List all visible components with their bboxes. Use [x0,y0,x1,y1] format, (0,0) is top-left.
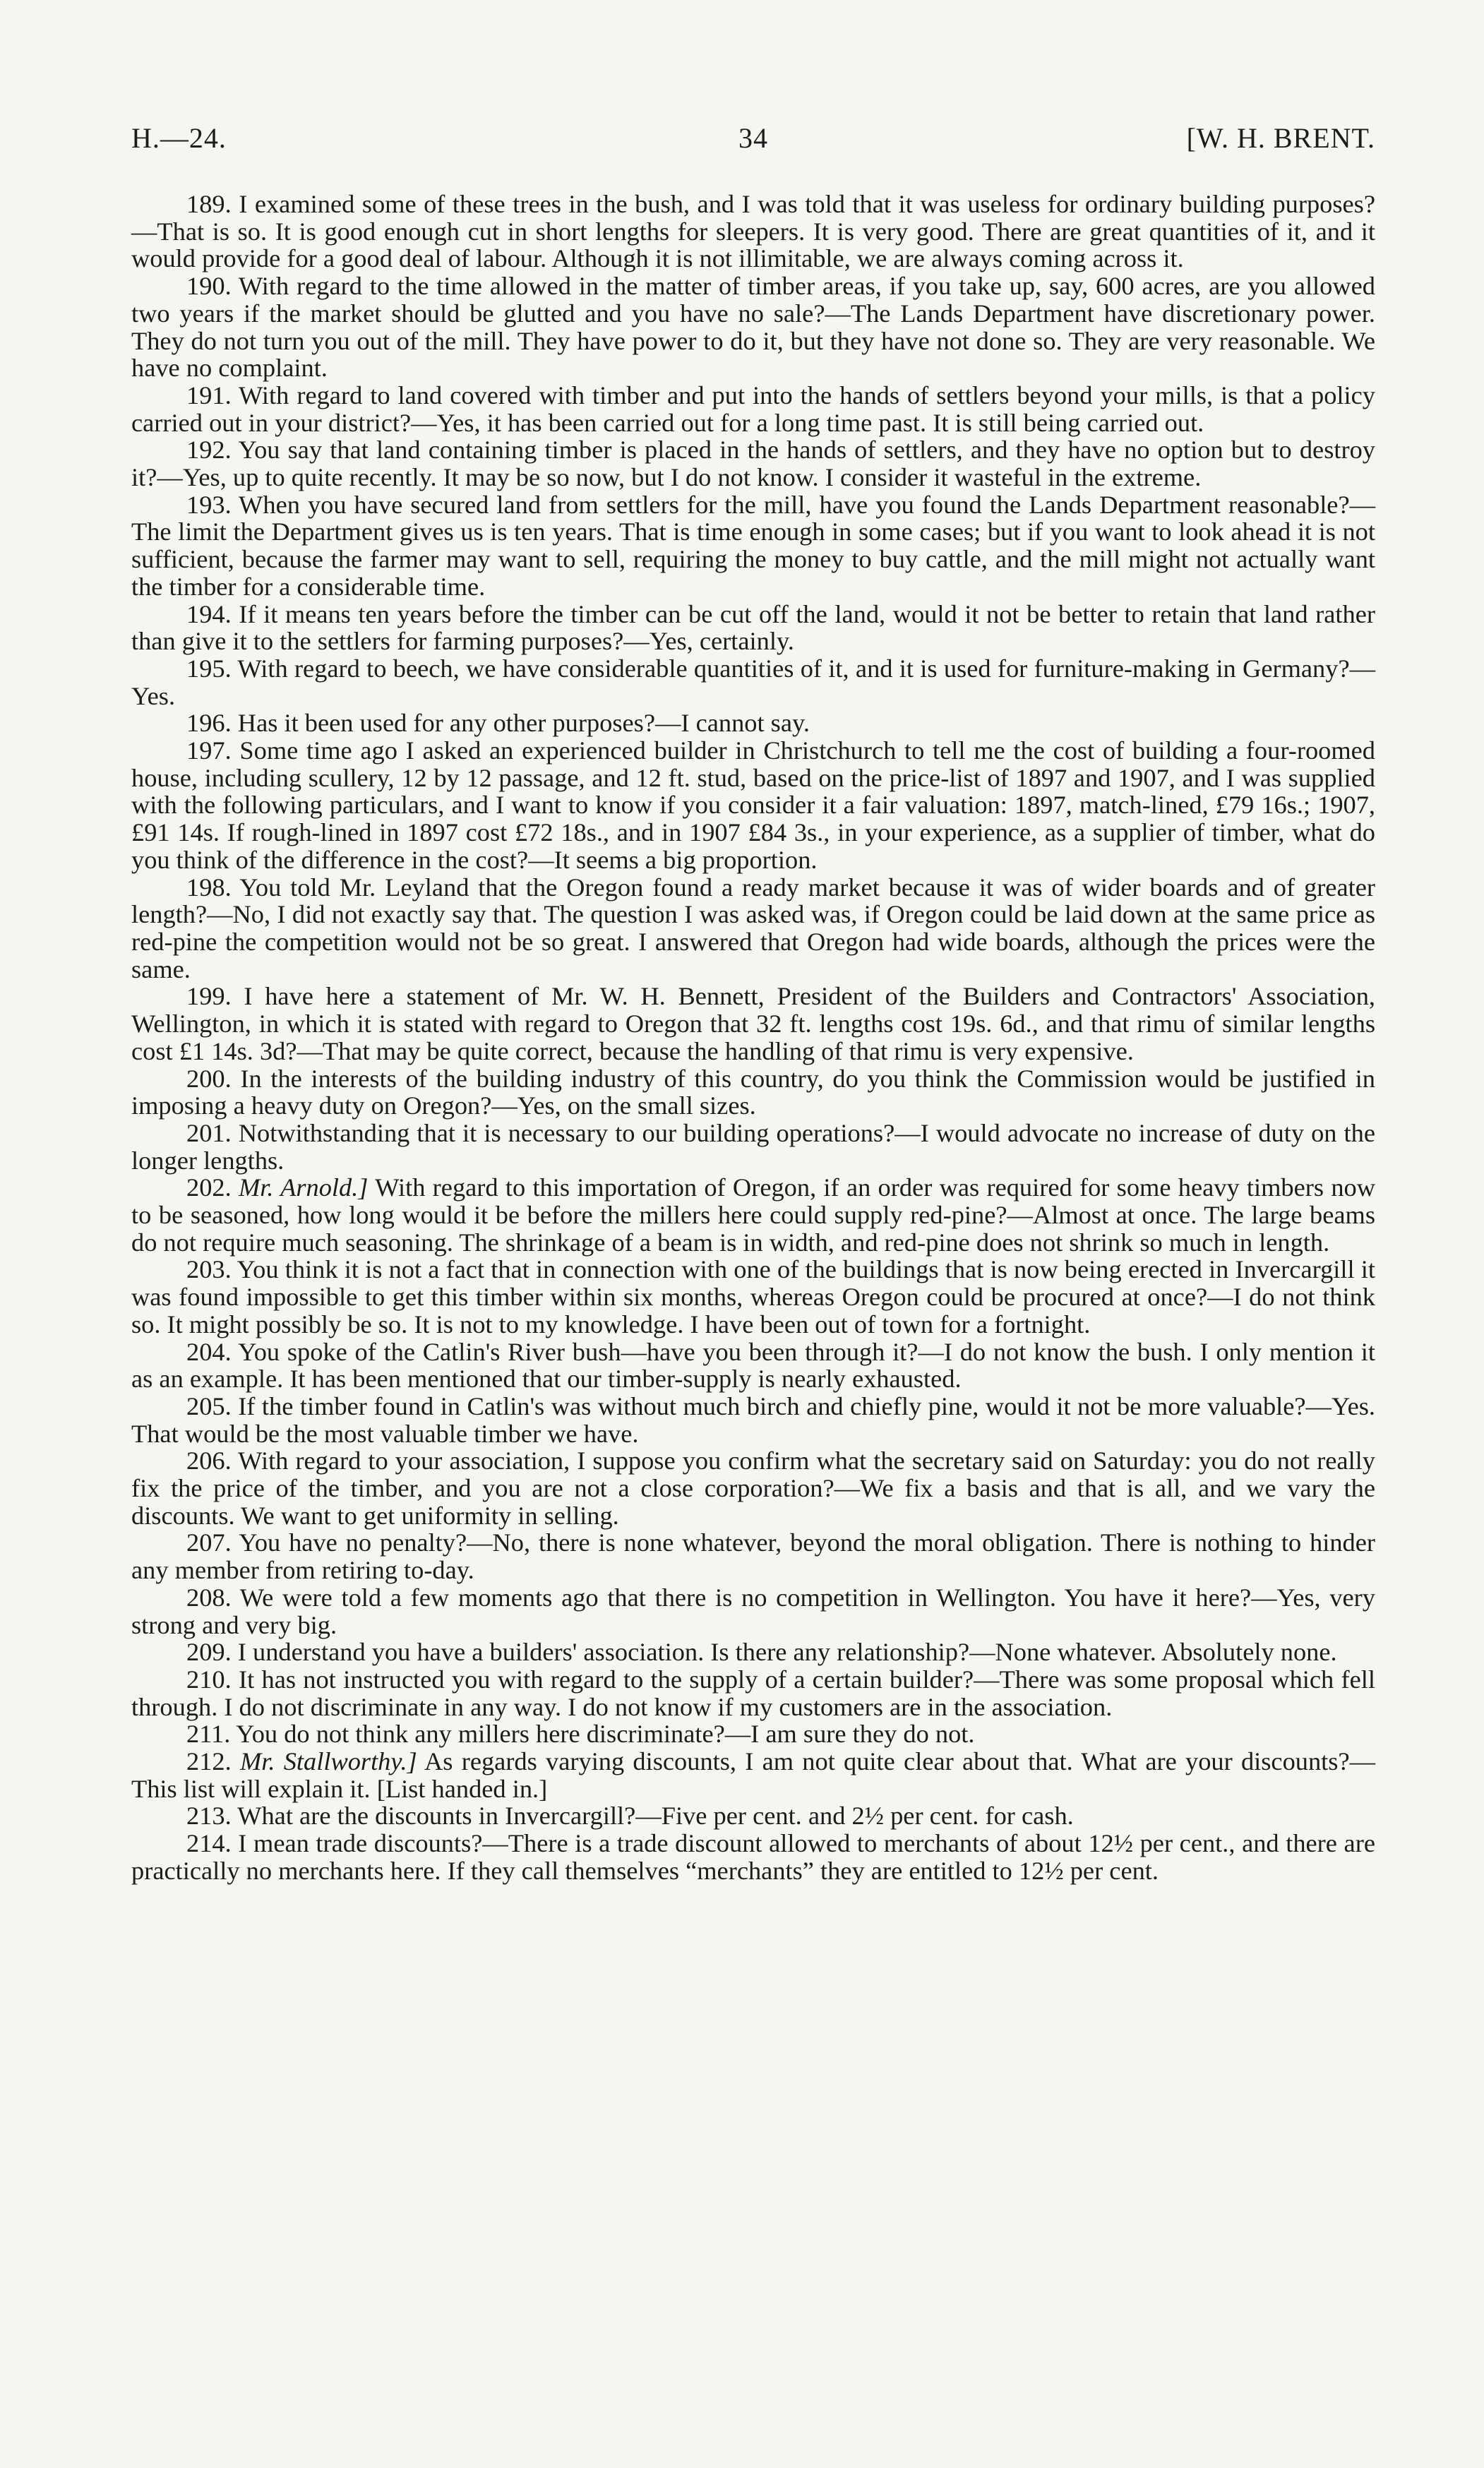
question-text: Has it been used for any other purposes?—I cannot say. [237,709,810,738]
question-paragraph [131,1447,1375,1529]
question-number: 206. [186,1446,232,1475]
question-paragraph [131,436,1375,491]
question-text: With regard to your association, I suppose you confirm what the secretary said on Saturday: you do not really fix the price of the timber, and you are not a close corporation?—We fix a basis and that is all, and we vary the discounts. We want to get uniformity in selling. [131,1446,1375,1530]
document-code: H.—24. [131,122,227,154]
question-number: 201. [186,1118,232,1147]
question-number: 196. [186,709,232,738]
question-number: 202. [186,1173,232,1202]
question-number: 192. [186,436,232,465]
question-paragraph [131,983,1375,1065]
question-number: 212. [186,1747,232,1776]
question-number: 214. [186,1829,232,1858]
question-text: I examined some of these trees in the bush, and I was told that it was useless for ordinary building purposes?—That is so. It is good enough cut in short lengths for sleepers. It is very good. There are great quantities of it, and it would provide for a good deal of labour. Although it is not illimitable, we are always coming across it. [131,190,1375,273]
witness-name: [W. H. BRENT. [1186,122,1375,154]
question-number: 208. [186,1583,232,1612]
question-number: 194. [186,599,232,628]
question-number: 209. [186,1638,232,1667]
question-text: With regard to this importation of Oregon, if an order was required for some heavy timbers now to be seasoned, how long would it be before the millers here could supply red-pine?—Almost at once. The large beams do not require much seasoning. The shrinkage of a beam is in width, and red-pine does not shrink so much in length. [131,1173,1375,1257]
question-paragraph [131,191,1375,272]
question-number: 189. [186,190,232,218]
question-text: We were told a few moments ago that there is no competition in Wellington. You have it here?—Yes, very strong and very big. [131,1583,1375,1639]
question-number: 211. [186,1720,231,1749]
question-paragraph [131,491,1375,601]
question-number: 200. [186,1064,232,1093]
question-paragraph [131,601,1375,655]
question-paragraph [131,1393,1375,1447]
question-text: With regard to land covered with timber and put into the hands of settlers beyond your mills, is that a policy carried out in your district?—Yes, it has been carried out for a long time past. It is still being carried out. [131,381,1375,437]
question-paragraph [131,1065,1375,1120]
evidence-text [131,191,1375,1885]
question-text: When you have secured land from settlers for the mill, have you found the Lands Department reasonable?—The limit the Department gives us is ten years. That is time enough in some cases; but if you want to look ahead it is not sufficient, because the farmer may want to sell, requiring the money to buy cattle, and the mill might not actually want the timber for a considerable time. [131,490,1375,601]
question-number: 197. [186,736,232,765]
question-number: 213. [186,1802,232,1831]
question-text: Notwithstanding that it is necessary to our building operations?—I would advocate no increase of duty on the longer lengths. [131,1118,1375,1175]
question-text: Some time ago I asked an experienced builder in Christchurch to tell me the cost of building a four-roomed house, including scullery, 12 by 12 passage, and 12 ft. stud, based on the price-list of 1897 and 1907, and I was supplied with the following particulars, and I want to know if you consider it a fair valuation: 1897, match-lined, £79 16s.; 1907, £91 14s. If rough-lined in 1897 cost £72 18s., and in 1907 £84 3s., in your experience, as a supplier of timber, what do you think of the difference in the cost?—It seems a big proportion. [131,736,1375,874]
question-paragraph [131,1720,1375,1748]
question-paragraph [131,655,1375,709]
question-number: 193. [186,490,232,519]
question-paragraph [131,737,1375,874]
question-text: I have here a statement of Mr. W. H. Bennett, President of the Builders and Contractors' Association, Wellington, in which it is stated with regard to Oregon that 32 ft. lengths cost 19s. 6d., and that rimu of similar lengths cost £1 14s. 3d?—That may be quite correct, because the handling of that rimu is very expensive. [131,982,1375,1065]
speaker-name: Mr. Arnold.] [238,1173,369,1202]
question-number: 203. [186,1255,232,1284]
speaker-name: Mr. Stallworthy.] [239,1747,417,1776]
question-paragraph [131,1830,1375,1884]
question-paragraph [131,1174,1375,1256]
question-text: I mean trade discounts?—There is a trade discount allowed to merchants of about 12½ per cent., and there are practically no merchants here. If they call themselves “merchants” they are entitled to 12½ per cent. [131,1829,1375,1885]
question-number: 199. [186,982,232,1011]
question-paragraph [131,1666,1375,1720]
question-text: You do not think any millers here discriminate?—I am sure they do not. [236,1720,975,1749]
question-text: As regards varying discounts, I am not quite clear about that. What are your discounts?—This list will explain it. [List handed in.] [131,1747,1375,1803]
question-paragraph [131,1529,1375,1583]
question-paragraph [131,1338,1375,1393]
question-number: 198. [186,873,232,901]
question-number: 207. [186,1528,232,1557]
question-text: You say that land containing timber is placed in the hands of settlers, and they have no option but to destroy it?—Yes, up to quite recently. It may be so now, but I do not know. I consider it wasteful in the extreme. [131,436,1375,492]
question-number: 191. [186,381,232,409]
question-text: With regard to the time allowed in the matter of timber areas, if you take up, say, 600 acres, are you allowed two years if the market should be glutted and you have no sale?—The Lands Department have discretionary power. They do not turn you out of the mill. They have power to do it, but they have not done so. They are very reasonable. We have no complaint. [131,272,1375,383]
page-header [131,121,1375,164]
question-paragraph [131,1748,1375,1802]
question-paragraph [131,1639,1375,1666]
question-paragraph [131,1256,1375,1338]
question-text: With regard to beech, we have considerable quantities of it, and it is used for furniture-making in Germany?—Yes. [131,654,1375,710]
question-paragraph [131,1120,1375,1174]
question-text: I understand you have a builders' association. Is there any relationship?—None whatever. Absolutely none. [237,1638,1337,1667]
question-paragraph [131,709,1375,737]
question-text: You told Mr. Leyland that the Oregon found a ready market because it was of wider boards and of greater length?—No, I did not exactly say that. The question I was asked was, if Oregon could be laid down at the same price as red-pine the competition would not be so great. I answered that Oregon had wide boards, although the prices were the same. [131,873,1375,983]
question-paragraph [131,272,1375,382]
page-number: 34 [738,122,768,154]
question-number: 190. [186,272,232,301]
question-number: 204. [186,1337,232,1366]
question-text: You think it is not a fact that in connection with one of the buildings that is now being erected in Invercargill it was found impossible to get this timber within six months, whereas Oregon could be procured at once?—I do not think so. It might possibly be so. It is not to my knowledge. I have been out of town for a fortnight. [131,1255,1375,1338]
question-number: 210. [186,1665,232,1694]
question-text: You spoke of the Catlin's River bush—have you been through it?—I do not know the bush. I only mention it as an example. It has been mentioned that our timber-supply is nearly exhausted. [131,1337,1376,1394]
question-paragraph [131,1584,1375,1639]
question-number: 205. [186,1391,232,1420]
question-paragraph [131,382,1375,436]
question-text: You have no penalty?—No, there is none whatever, beyond the moral obligation. There is nothing to hinder any member from retiring to-day. [131,1528,1376,1585]
question-paragraph [131,1802,1375,1830]
question-text: What are the discounts in Invercargill?—Five per cent. and 2½ per cent. for cash. [237,1802,1074,1831]
question-paragraph [131,874,1375,983]
question-text: It has not instructed you with regard to the supply of a certain builder?—There was some proposal which fell through. I do not discriminate in any way. I do not know if my customers are in the association. [131,1665,1375,1721]
question-number: 195. [186,654,232,683]
question-text: If the timber found in Catlin's was without much birch and chiefly pine, would it not be more valuable?—Yes. That would be the most valuable timber we have. [131,1391,1375,1448]
question-text: In the interests of the building industry of this country, do you think the Commission would be justified in imposing a heavy duty on Oregon?—Yes, on the small sizes. [131,1064,1375,1120]
question-text: If it means ten years before the timber can be cut off the land, would it not be better to retain that land rather than give it to the settlers for farming purposes?—Yes, certainly. [131,599,1375,656]
